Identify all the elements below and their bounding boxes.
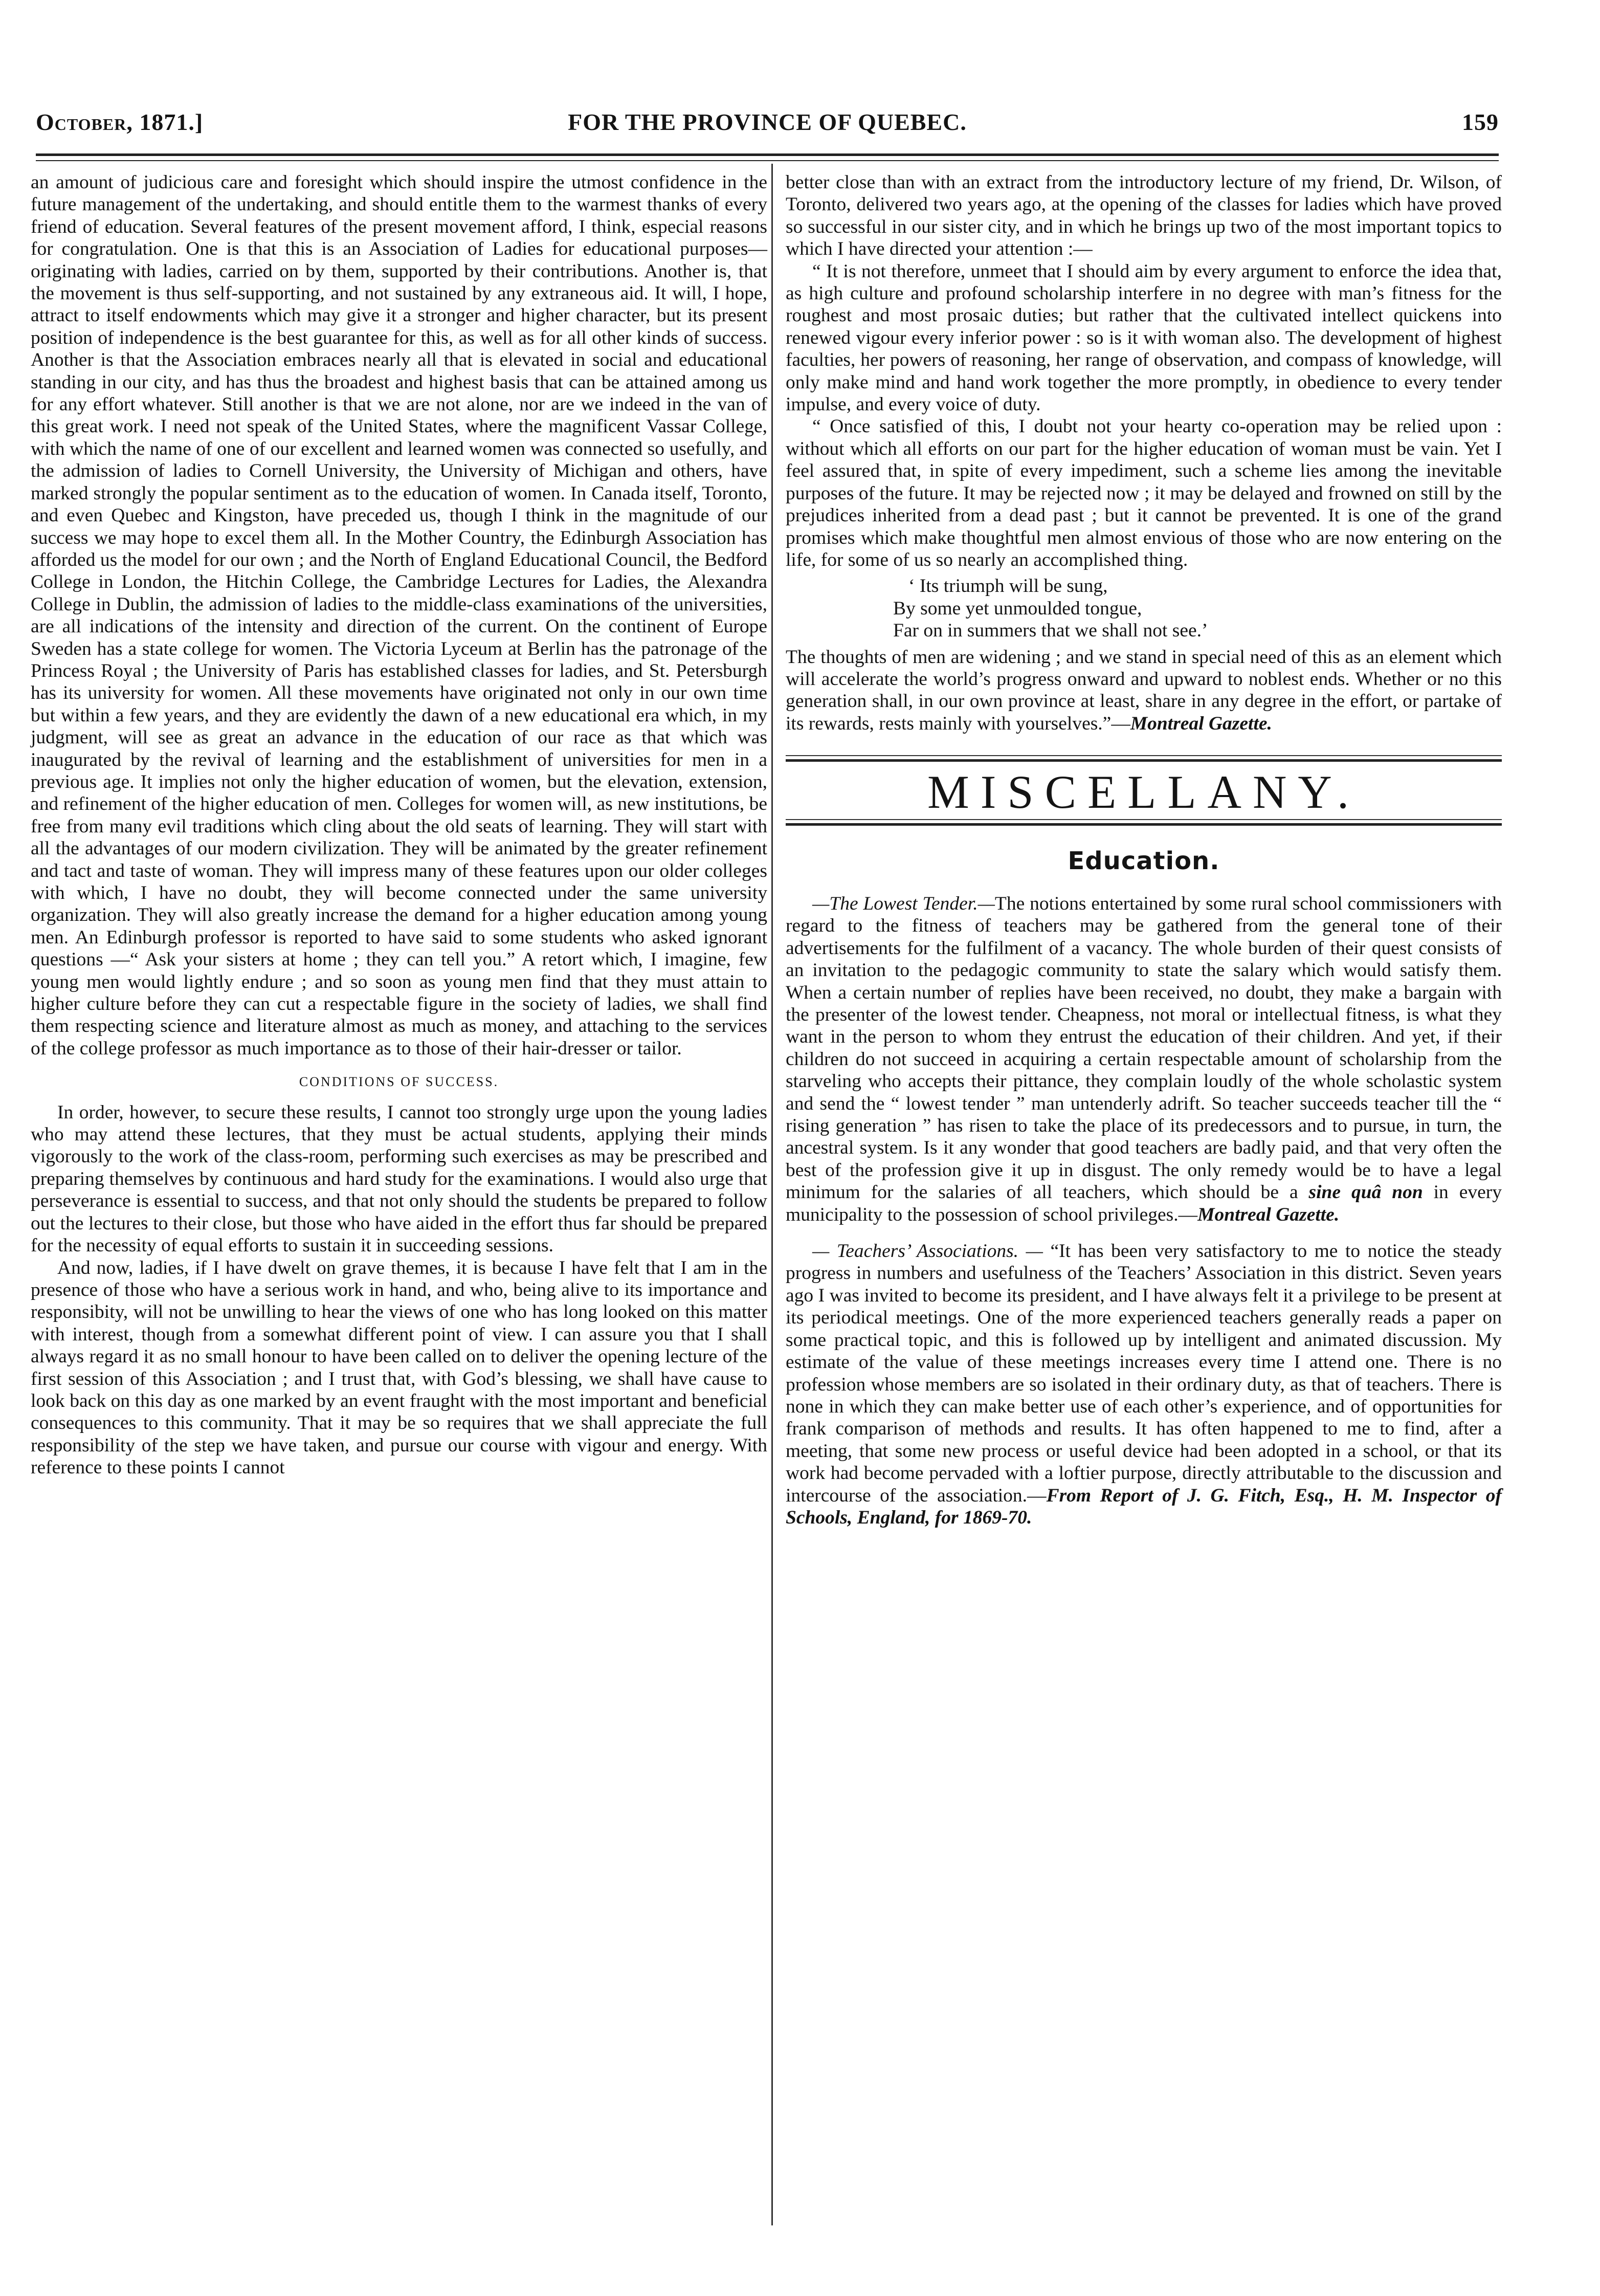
title-rule <box>786 819 1502 826</box>
header-rule <box>36 153 1499 161</box>
page-header <box>36 108 1499 144</box>
article-text: “It has been very satisfactory to me to notice the steady progress in numbers and usefulness of the Teachers’ Association in this district. Seven years ago I was invited to become its president, and I have always felt it a privilege to be present at its periodical meetings. One of the more experienced teachers generally reads a paper on some practical topic, and this is followed up by intelligent and animated discussion. My estimate of the value of these meetings increases every time I attend one. There is no profession whose members are so isolated in their ordinary duty, as that of teachers. There is none in which they can make better use of each other’s experience, and of opportunities for frank comparison of methods and results. It has often happened to me to find, after a meeting, that some new process or useful device had been adopted in a school, or that its work had become pervaded with a loftier purpose, directly attributable to the discussion and intercourse of the association.— <box>786 1241 1502 1506</box>
paragraph <box>786 646 1502 735</box>
running-title: FOR THE PROVINCE OF QUEBEC. <box>568 109 967 135</box>
section-divider <box>786 755 1502 762</box>
article-title: —The Lowest Tender.— <box>812 893 995 914</box>
column-divider <box>771 164 773 2225</box>
article-text: The notions entertained by some rural school commissioners with regard to the fitness of teachers may be gathered from the general tone of their advertisements for the fulfilment of a vacancy. The whole burden of their quest consists of an invitation to the pedagogic community to state the salary which would satisfy them. When a certain number of replies have been received, no doubt, they make a bargain with the presenter of the lowest tender. Cheapness, not moral or intellectual fitness, is what they want in the person to whom they entrust the education of their children. And yet, if their children do not succeed in acquiring a certain respectable amount of scholarship from the starveling who accepts their pittance, they complain loudly of the whole scholastic system and send the “ lowest tender ” man untenderly adrift. So teacher succeeds teacher till the “ rising generation ” has risen to take the place of its predecessors and to pursue, in turn, the ancestral system. Is it any wonder that good teachers are badly paid, and that very often the best of the profession give it up in disgust. The only remedy would be to have a legal minimum for the salaries of all teachers, which should be a <box>786 893 1502 1203</box>
page-number: 159 <box>1462 109 1499 135</box>
poem-line: Far on in summers that we shall not see.’ <box>893 620 1208 642</box>
poem-line: By some yet unmoulded tongue, <box>893 598 1142 619</box>
latin-phrase: sine quâ non <box>1308 1182 1423 1203</box>
paragraph-text: The thoughts of men are widening ; and we stand in special need of this as an element which will accelerate the world’s progress onward and upward to noblest ends. Whether or no this generation shall, in our own province at least, share in any degree in the effort, or partake of its rewards, rests mainly with yourselves.”— <box>786 646 1502 734</box>
source-citation: Montreal Gazette. <box>1130 713 1272 734</box>
left-column <box>31 171 767 1479</box>
source-citation: From Report of J. G. Fitch, Esq., H. M. Inspector of Schools, England, for 1869-70. <box>786 1485 1502 1528</box>
quote-paragraph: “ It is not therefore, unmeet that I should aim by every argument to enforce the idea that, as high culture and profound scholarship interfere in no degree with man’s fitness for the roughest and most prosaic duties; but rather that the cultivated intellect quickens into renewed vigour every inferior power : so is it with woman also. The development of highest faculties, her powers of reasoning, her range of observation, and compass of knowledge, will only make mind and hand work together the more promptly, in obedience to every tender impulse, and every voice of duty. <box>786 260 1502 415</box>
right-column <box>786 171 1502 1529</box>
source-citation: Montreal Gazette. <box>1197 1204 1340 1225</box>
quote-paragraph: “ Once satisfied of this, I doubt not your hearty co-operation may be relied upon : without which all efforts on our part for the higher education of woman must be vain. Yet I feel assured that, in spite of every impediment, such a scheme lies among the inevitable purposes of the future. It may be rejected now ; it may be delayed and frowned on still by the prejudices inherited from a dead past ; but it cannot be prevented. It is one of the grand promises which make thoughtful men almost envious of those who are now entering on the life, for some of us so nearly an accomplished thing. <box>786 416 1502 570</box>
section-subhead: CONDITIONS OF SUCCESS. <box>299 1074 499 1090</box>
paragraph: And now, ladies, if I have dwelt on grave themes, it is because I have felt that I am in the presence of those who have a serious work in hand, and who, being alive to its importance and responsibity, will not be unwilling to hear the views of one who has long looked on this matter with interest, though from a somewhat different point of view. I can assure you that I shall always regard it as no small honour to have been called on to deliver the opening lecture of the first session of this Association ; and I trust that, with God’s blessing, we shall have cause to look back on this day as one marked by an event fraught with the most important and beneficial consequences to this community. That it may be so requires that we shall appreciate the full responsibility of the step we have taken, and pursue our course with vigour and energy. With reference to these points I cannot <box>31 1257 767 1478</box>
article-text: in every municipality to the possession of school privileges.— <box>786 1182 1502 1225</box>
education-heading: Education. <box>1068 846 1220 875</box>
poem <box>786 575 1502 642</box>
paragraph: better close than with an extract from the introductory lecture of my friend, Dr. Wilson, of Toronto, delivered two years ago, at the opening of the classes for ladies which have proved so successful in our sister city, and in which he brings up two of the most important topics to which I have directed your attention :— <box>786 172 1502 260</box>
poem-line: ‘ Its triumph will be sung, <box>908 576 1108 597</box>
issue-date: October, 1871.] <box>36 109 204 135</box>
paragraph: an amount of judicious care and foresight which should inspire the utmost confidence in the future management of the undertaking, and should entitle them to the warmest thanks of every friend of education. Several features of the present movement afford, I think, especial reasons for congratulation. One is that this is an Association of Ladies for educational purposes—originating with ladies, carried on by them, supported by their contributions. Another is, that the movement is thus self-supporting, and not sustained by any extraneous aid. It will, I hope, attract to itself endowments which may give it a stronger and higher character, but its present position of independence is the best guarantee for this, as well as for all other kinds of success. Another is that the Association embraces nearly all that is elevated in social and educational standing in our city, and has thus the broadest and highest basis that can be attained among us for any effort whatever. Still another is that we are not alone, nor are we indeed in the van of this great work. I need not speak of the United States, where the magnificent Vassar College, with which the name of one of our excellent and learned women was connected so usefully, and the admission of ladies to Cornell University, the University of Michigan and others, have marked strongly the popular sentiment as to the education of women. In Canada itself, Toronto, and even Quebec and Kingston, have preceded us, though I think in the magnitude of our success we may hope to excel them all. In the Mother Country, the Edinburgh Association has afforded us the model for our own ; and the North of England Educational Council, the Bedford College in London, the Hitchin College, the Cambridge Lectures for Ladies, the Alexandra College in Dublin, the admission of ladies to the middle-class examinations of the universities, are all indications of the intensity and direction of the current. On the continent of Europe Sweden has a state college for women. The Victoria Lyceum at Berlin has the patronage of the Princess Royal ; the University of Paris has established classes for ladies, and St. Petersburgh has its university for women. All these movements have originated not only in our own time but within a few years, and they are evidently the dawn of a new educational era which, in my judgment, will see as great an advance in the education of our race as that which was inaugurated by the revival of learning and the establishment of universities for men in a previous age. It implies not only the higher education of women, but the elevation, extension, and refinement of the higher education of men. Colleges for women will, as new institutions, be free from many evil traditions which cling about the old seats of learning. They will start with all the advantages of our modern civilization. They will be animated by the greater refinement and tact and taste of woman. They will impress many of these features upon our older colleges with which, I have no doubt, they will become connected under the same university organization. They will also greatly increase the demand for a higher education among young men. An Edinburgh professor is reported to have said to some students who asked ignorant questions —“ Ask your sisters at home ; they can tell you.” A retort which, I imagine, few young men would lightly endure ; and so soon as young men find that they must attain to higher culture before they can cut a respectable figure in the society of ladies, we shall find them respecting science and literature almost as much as money, and attaching to the services of the college professor as much importance as to those of their hair-dresser or tailor. <box>31 172 767 1059</box>
article-title: — Teachers’ Associations. — <box>812 1241 1043 1262</box>
miscellany-title: MISCELLANY. <box>927 766 1361 819</box>
article-teachers-associations <box>786 1240 1502 1529</box>
article-lowest-tender <box>786 893 1502 1226</box>
paragraph: In order, however, to secure these results, I cannot too strongly urge upon the young ladies who may attend these lectures, that they must be actual students, applying their minds vigorously to the work of the class-room, performing such exercises as may be prescribed and preparing themselves by continuous and hard study for the examinations. I would also urge that perseverance is essential to success, and that not only should the students be prepared to follow out the lectures to their close, but those who have aided in the effort thus far should be prepared for the necessity of equal efforts to sustain it in succeeding sessions. <box>31 1101 767 1256</box>
